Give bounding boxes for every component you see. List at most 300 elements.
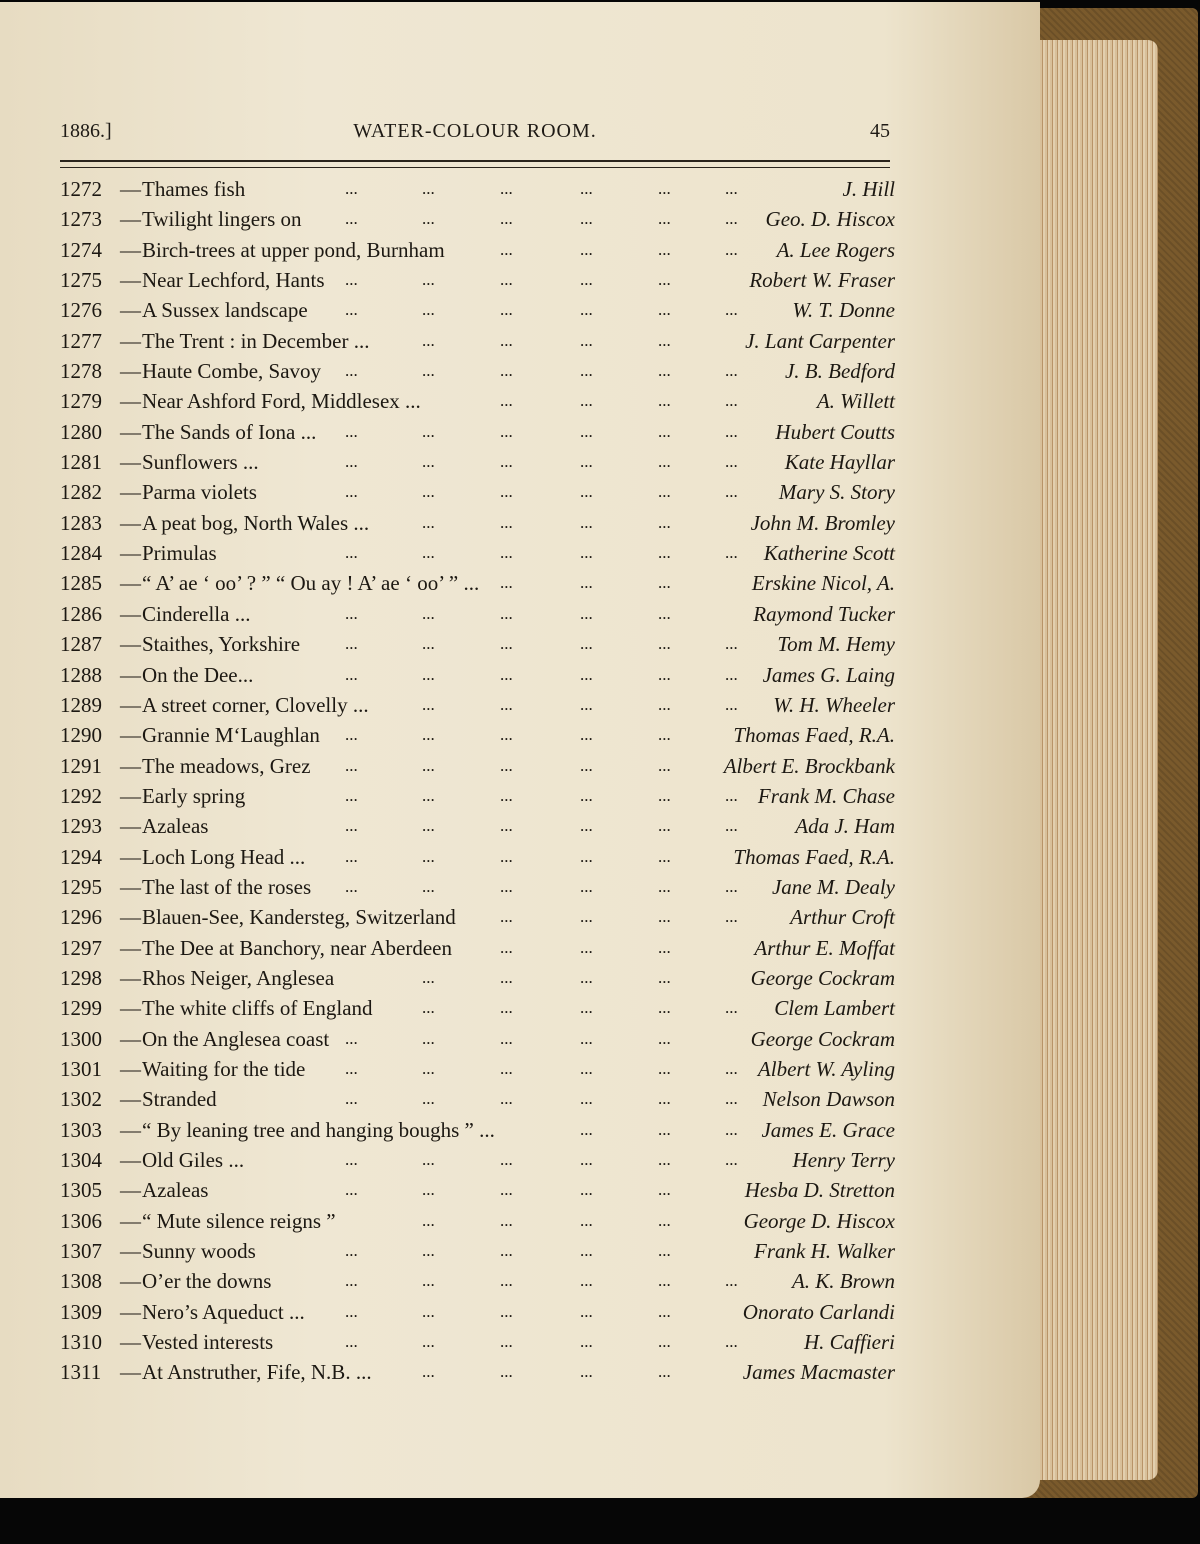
- leader-dots: ...: [422, 998, 435, 1018]
- entry-dash: —: [120, 419, 141, 444]
- leader-dots: ...: [658, 998, 671, 1018]
- entry-number: 1303: [60, 1117, 102, 1142]
- leader-dots: ...: [725, 634, 738, 654]
- entry-number: 1284: [60, 541, 102, 566]
- entry-dash: —: [120, 1269, 141, 1294]
- entry-dash: —: [120, 874, 141, 899]
- leader-dots: ...: [658, 846, 671, 866]
- entry-dash: —: [120, 692, 141, 717]
- leader-dots: ...: [658, 816, 671, 836]
- entry-number: 1308: [60, 1269, 102, 1294]
- leader-dots: ...: [345, 603, 358, 623]
- entry-artist: Thomas Faed, R.A.: [733, 844, 895, 869]
- entry-dash: —: [120, 1239, 141, 1264]
- catalogue-entry: [60, 1236, 895, 1266]
- leader-dots: ...: [658, 452, 671, 472]
- entry-artist: Katherine Scott: [763, 541, 895, 566]
- leader-dots: ...: [725, 1150, 738, 1169]
- entry-artist: James Macmaster: [742, 1360, 895, 1385]
- leader-dots: ...: [658, 603, 671, 623]
- leader-dots: ...: [580, 330, 593, 350]
- entry-artist: J. Lant Carpenter: [745, 328, 895, 353]
- entry-number: 1295: [60, 874, 102, 899]
- leader-dots: ...: [580, 1332, 593, 1352]
- entry-dash: —: [120, 601, 141, 626]
- entry-dash: —: [120, 450, 141, 475]
- entry-title: Azaleas: [142, 1178, 209, 1203]
- leader-dots: ...: [422, 816, 435, 836]
- leader-dots: ...: [658, 209, 671, 229]
- leader-dots: ...: [725, 1089, 738, 1109]
- entry-title: On the Dee...: [142, 662, 254, 687]
- catalogue-entry: [60, 720, 895, 750]
- entry-title: Grannie M‘Laughlan: [142, 723, 320, 748]
- entry-artist: Tom M. Hemy: [777, 632, 895, 657]
- entry-title: “ A’ ae ‘ oo’ ? ” “ Ou ay ! A’ ae ‘ oo’ ” ...: [142, 571, 480, 596]
- leader-dots: ...: [725, 694, 738, 714]
- leader-dots: ...: [580, 391, 593, 411]
- catalogue-entry: [60, 1145, 895, 1175]
- leader-dots: ...: [345, 543, 358, 563]
- leader-dots: ...: [658, 694, 671, 714]
- leader-dots: ...: [500, 330, 513, 350]
- entry-artist: Onorato Carlandi: [742, 1299, 895, 1324]
- entry-dash: —: [120, 753, 141, 778]
- leader-dots: ...: [658, 725, 671, 745]
- leader-dots: ...: [500, 603, 513, 623]
- leader-dots: ...: [580, 1301, 593, 1321]
- leader-dots: ...: [658, 270, 671, 290]
- leader-dots: ...: [658, 664, 671, 684]
- leader-dots: ...: [580, 482, 593, 502]
- entry-number: 1288: [60, 662, 102, 687]
- leader-dots: ...: [658, 1271, 671, 1291]
- leader-dots: ...: [580, 998, 593, 1018]
- leader-dots: ...: [422, 876, 435, 896]
- entry-dash: —: [120, 1148, 141, 1172]
- entry-artist: James E. Grace: [761, 1117, 895, 1142]
- leader-dots: ...: [725, 361, 738, 381]
- entry-artist: A. K. Brown: [791, 1269, 895, 1294]
- leader-dots: ...: [345, 725, 358, 745]
- leader-dots: ...: [422, 603, 435, 623]
- leader-dots: ...: [658, 1058, 671, 1078]
- leader-dots: ...: [658, 421, 671, 441]
- entry-artist: Frank M. Chase: [757, 783, 895, 808]
- leader-dots: ...: [345, 421, 358, 441]
- entry-number: 1306: [60, 1208, 102, 1233]
- entry-artist: Arthur E. Moffat: [754, 935, 895, 960]
- leader-dots: ...: [500, 1362, 513, 1382]
- leader-dots: ...: [500, 785, 513, 805]
- entry-number: 1275: [60, 268, 102, 293]
- leader-dots: ...: [725, 1058, 738, 1078]
- leader-dots: ...: [500, 1241, 513, 1261]
- leader-dots: ...: [658, 1089, 671, 1109]
- leader-dots: ...: [580, 239, 593, 259]
- leader-dots: ...: [422, 209, 435, 229]
- leader-dots: ...: [580, 1362, 593, 1382]
- entry-number: 1281: [60, 450, 102, 475]
- entry-dash: —: [120, 1117, 141, 1142]
- entry-artist: Geo. D. Hiscox: [765, 207, 895, 232]
- leader-dots: ...: [422, 846, 435, 866]
- entry-title: Azaleas: [142, 814, 209, 839]
- entry-dash: —: [120, 1330, 141, 1355]
- catalogue-entry: [60, 265, 895, 295]
- leader-dots: ...: [580, 573, 593, 593]
- leader-dots: ...: [345, 1089, 358, 1109]
- leader-dots: ...: [345, 209, 358, 229]
- leader-dots: ...: [345, 361, 358, 381]
- leader-dots: ...: [500, 725, 513, 745]
- catalogue-entry: [60, 751, 895, 781]
- entry-number: 1293: [60, 814, 102, 839]
- entry-dash: —: [120, 996, 141, 1021]
- entry-artist: Ada J. Ham: [795, 814, 895, 839]
- leader-dots: ...: [725, 543, 738, 563]
- entry-artist: John M. Bromley: [750, 510, 895, 535]
- entry-title: Vested interests: [142, 1330, 274, 1355]
- leader-dots: ...: [500, 543, 513, 563]
- leader-dots: ...: [725, 785, 738, 805]
- catalogue-entry: [60, 811, 895, 841]
- entry-dash: —: [120, 541, 141, 566]
- entry-number: 1298: [60, 965, 102, 990]
- page-number: 45: [870, 120, 890, 142]
- leader-dots: ...: [580, 1150, 593, 1169]
- leader-dots: ...: [580, 179, 593, 198]
- catalogue-entry: [60, 174, 895, 204]
- leader-dots: ...: [345, 1028, 358, 1048]
- leader-dots: ...: [422, 1150, 435, 1169]
- leader-dots: ...: [725, 391, 738, 411]
- entry-dash: —: [120, 1208, 141, 1233]
- entry-title: A Sussex landscape: [142, 298, 308, 323]
- catalogue-entry: [60, 933, 895, 963]
- catalogue-entry: [60, 1115, 895, 1145]
- entry-number: 1283: [60, 510, 102, 535]
- catalogue-entry: [60, 690, 895, 720]
- entry-artist: A. Lee Rogers: [776, 237, 895, 262]
- entry-number: 1287: [60, 632, 102, 657]
- entry-dash: —: [120, 268, 141, 293]
- entry-title: “ Mute silence reigns ”: [142, 1208, 336, 1233]
- leader-dots: ...: [345, 785, 358, 805]
- entry-artist: Hesba D. Stretton: [744, 1178, 895, 1203]
- leader-dots: ...: [658, 330, 671, 350]
- catalogue-entry: [60, 538, 895, 568]
- entry-number: 1291: [60, 753, 102, 778]
- leader-dots: ...: [580, 785, 593, 805]
- entry-title: Nero’s Aqueduct ...: [142, 1299, 305, 1324]
- leader-dots: ...: [345, 634, 358, 654]
- leader-dots: ...: [422, 967, 435, 987]
- catalogue-entry: [60, 295, 895, 325]
- leader-dots: ...: [422, 1089, 435, 1109]
- leader-dots: ...: [422, 1332, 435, 1352]
- leader-dots: ...: [345, 846, 358, 866]
- entry-artist: Jane M. Dealy: [771, 874, 895, 899]
- leader-dots: ...: [422, 1241, 435, 1261]
- leader-dots: ...: [658, 785, 671, 805]
- entry-dash: —: [120, 328, 141, 353]
- leader-dots: ...: [345, 1271, 358, 1291]
- entry-title: Loch Long Head ...: [142, 844, 306, 869]
- entry-title: The white cliffs of England: [142, 996, 373, 1021]
- leader-dots: ...: [422, 1301, 435, 1321]
- entry-artist: Nelson Dawson: [762, 1087, 895, 1112]
- entry-number: 1273: [60, 207, 102, 232]
- leader-dots: ...: [725, 421, 738, 441]
- leader-dots: ...: [658, 937, 671, 957]
- entry-artist: Raymond Tucker: [753, 601, 895, 626]
- entry-dash: —: [120, 571, 141, 596]
- entry-dash: —: [120, 207, 141, 232]
- leader-dots: ...: [658, 1210, 671, 1230]
- entry-artist: Clem Lambert: [774, 996, 895, 1021]
- entry-number: 1274: [60, 237, 102, 262]
- entry-dash: —: [120, 965, 141, 990]
- leader-dots: ...: [500, 1058, 513, 1078]
- leader-dots: ...: [725, 239, 738, 259]
- leader-dots: ...: [725, 1332, 738, 1352]
- leader-dots: ...: [345, 300, 358, 320]
- entry-dash: —: [120, 905, 141, 930]
- leader-dots: ...: [500, 937, 513, 957]
- entry-title: The Sands of Iona ...: [142, 419, 317, 444]
- leader-dots: ...: [658, 1301, 671, 1321]
- leader-dots: ...: [725, 300, 738, 320]
- leader-dots: ...: [422, 1058, 435, 1078]
- leader-dots: ...: [500, 482, 513, 502]
- leader-dots: ...: [725, 179, 738, 198]
- leader-dots: ...: [422, 634, 435, 654]
- catalogue-entry: [60, 568, 895, 598]
- leader-dots: ...: [422, 179, 435, 198]
- entry-artist: Albert E. Brockbank: [723, 753, 895, 778]
- leader-dots: ...: [500, 1089, 513, 1109]
- entry-title: Cinderella ...: [142, 601, 251, 626]
- entry-artist: Hubert Coutts: [775, 419, 895, 444]
- entry-title: Staithes, Yorkshire: [142, 632, 301, 657]
- leader-dots: ...: [500, 694, 513, 714]
- leader-dots: ...: [500, 998, 513, 1018]
- entry-number: 1289: [60, 692, 102, 717]
- leader-dots: ...: [345, 1301, 358, 1321]
- entry-dash: —: [120, 1087, 141, 1112]
- entry-dash: —: [120, 723, 141, 748]
- entry-artist: Robert W. Fraser: [749, 268, 895, 293]
- leader-dots: ...: [500, 967, 513, 987]
- leader-dots: ...: [422, 421, 435, 441]
- leader-dots: ...: [345, 876, 358, 896]
- entry-artist: George Cockram: [750, 1026, 895, 1051]
- leader-dots: ...: [422, 1362, 435, 1382]
- leader-dots: ...: [580, 907, 593, 927]
- entry-title: Twilight lingers on: [142, 207, 302, 232]
- leader-dots: ...: [658, 755, 671, 775]
- entry-dash: —: [120, 783, 141, 808]
- entry-number: 1282: [60, 480, 102, 505]
- leader-dots: ...: [725, 1119, 738, 1139]
- entry-number: 1290: [60, 723, 102, 748]
- leader-dots: ...: [500, 816, 513, 836]
- leader-dots: ...: [422, 694, 435, 714]
- leader-dots: ...: [580, 816, 593, 836]
- leader-dots: ...: [658, 300, 671, 320]
- leader-dots: ...: [345, 1058, 358, 1078]
- leader-dots: ...: [422, 300, 435, 320]
- leader-dots: ...: [580, 1119, 593, 1139]
- entry-artist: H. Caffieri: [803, 1330, 895, 1355]
- entry-title: Stranded: [142, 1087, 217, 1112]
- catalogue-entry: [60, 356, 895, 386]
- catalogue-entry: [60, 1357, 895, 1387]
- leader-dots: ...: [500, 512, 513, 532]
- entry-number: 1294: [60, 844, 102, 869]
- leader-dots: ...: [580, 755, 593, 775]
- entry-dash: —: [120, 1178, 141, 1203]
- leader-dots: ...: [500, 907, 513, 927]
- entry-title: Haute Combe, Savoy: [142, 359, 322, 384]
- leader-dots: ...: [422, 755, 435, 775]
- leader-dots: ...: [500, 179, 513, 198]
- leader-dots: ...: [422, 482, 435, 502]
- entry-number: 1276: [60, 298, 102, 323]
- catalogue-entry: [60, 1297, 895, 1327]
- entry-dash: —: [120, 389, 141, 414]
- entry-title: O’er the downs: [142, 1269, 272, 1294]
- catalogue-entry: [60, 326, 895, 356]
- catalogue-entry: [60, 963, 895, 993]
- leader-dots: ...: [580, 664, 593, 684]
- leader-dots: ...: [345, 452, 358, 472]
- leader-dots: ...: [725, 998, 738, 1018]
- entry-number: 1297: [60, 935, 102, 960]
- catalogue-entry: [60, 1024, 895, 1054]
- catalogue-entry: [60, 872, 895, 902]
- leader-dots: ...: [345, 1180, 358, 1200]
- entry-title: Sunny woods: [142, 1239, 256, 1264]
- leader-dots: ...: [658, 543, 671, 563]
- entry-artist: George D. Hiscox: [743, 1208, 895, 1233]
- leader-dots: ...: [725, 876, 738, 896]
- entry-title: Rhos Neiger, Anglesea: [142, 965, 335, 990]
- leader-dots: ...: [658, 1180, 671, 1200]
- leader-dots: ...: [658, 1119, 671, 1139]
- leader-dots: ...: [500, 1332, 513, 1352]
- header-title: WATER-COLOUR ROOM.: [353, 120, 597, 142]
- entry-dash: —: [120, 814, 141, 839]
- catalogue-entry: [60, 1206, 895, 1236]
- entry-dash: —: [120, 177, 141, 201]
- leader-dots: ...: [500, 361, 513, 381]
- entry-number: 1299: [60, 996, 102, 1021]
- leader-dots: ...: [500, 209, 513, 229]
- entry-dash: —: [120, 298, 141, 323]
- leader-dots: ...: [658, 482, 671, 502]
- leader-dots: ...: [500, 846, 513, 866]
- catalogue-entry: [60, 1266, 895, 1296]
- leader-dots: ...: [422, 452, 435, 472]
- leader-dots: ...: [658, 1241, 671, 1261]
- leader-dots: ...: [580, 452, 593, 472]
- leader-dots: ...: [580, 300, 593, 320]
- entry-number: 1272: [60, 177, 102, 201]
- entry-number: 1286: [60, 601, 102, 626]
- leader-dots: ...: [422, 1210, 435, 1230]
- catalogue-entry: [60, 447, 895, 477]
- entry-number: 1301: [60, 1056, 102, 1081]
- leader-dots: ...: [422, 1271, 435, 1291]
- entry-artist: Kate Hayllar: [784, 450, 895, 475]
- leader-dots: ...: [580, 603, 593, 623]
- leader-dots: ...: [725, 1271, 738, 1291]
- leader-dots: ...: [658, 573, 671, 593]
- leader-dots: ...: [580, 694, 593, 714]
- entry-dash: —: [120, 1299, 141, 1324]
- catalogue-entry: [60, 1175, 895, 1205]
- catalogue-entry: [60, 1084, 895, 1114]
- entry-number: 1285: [60, 571, 102, 596]
- leader-dots: ...: [725, 664, 738, 684]
- entry-title: Parma violets: [142, 480, 257, 505]
- leader-dots: ...: [725, 907, 738, 927]
- running-header: [60, 120, 890, 150]
- leader-dots: ...: [580, 270, 593, 290]
- leader-dots: ...: [500, 1150, 513, 1169]
- entry-dash: —: [120, 1360, 141, 1385]
- leader-dots: ...: [422, 361, 435, 381]
- leader-dots: ...: [580, 543, 593, 563]
- entry-number: 1300: [60, 1026, 102, 1051]
- entry-dash: —: [120, 632, 141, 657]
- entry-dash: —: [120, 359, 141, 384]
- entry-number: 1304: [60, 1148, 102, 1172]
- leader-dots: ...: [580, 967, 593, 987]
- entry-artist: George Cockram: [750, 965, 895, 990]
- entry-number: 1292: [60, 783, 102, 808]
- entry-dash: —: [120, 662, 141, 687]
- leader-dots: ...: [580, 1210, 593, 1230]
- catalogue-entry: [60, 993, 895, 1023]
- leader-dots: ...: [500, 452, 513, 472]
- leader-dots: ...: [658, 1362, 671, 1382]
- catalogue-entry: [60, 417, 895, 447]
- catalogue-entry: [60, 842, 895, 872]
- entry-title: Early spring: [142, 783, 246, 808]
- leader-dots: ...: [500, 634, 513, 654]
- leader-dots: ...: [345, 755, 358, 775]
- entry-title: Old Giles ...: [142, 1148, 245, 1172]
- leader-dots: ...: [658, 512, 671, 532]
- entry-artist: J. Hill: [842, 177, 895, 201]
- leader-dots: ...: [500, 1028, 513, 1048]
- entry-title: The last of the roses: [142, 874, 312, 899]
- entry-artist: Mary S. Story: [778, 480, 895, 505]
- entry-artist: James G. Laing: [762, 662, 895, 687]
- leader-dots: ...: [580, 1180, 593, 1200]
- leader-dots: ...: [422, 1180, 435, 1200]
- leader-dots: ...: [345, 1332, 358, 1352]
- leader-dots: ...: [422, 270, 435, 290]
- leader-dots: ...: [500, 573, 513, 593]
- entry-title: “ By leaning tree and hanging boughs ” ...: [142, 1117, 495, 1142]
- entry-title: Primulas: [142, 541, 217, 566]
- leader-dots: ...: [580, 361, 593, 381]
- leader-dots: ...: [580, 1271, 593, 1291]
